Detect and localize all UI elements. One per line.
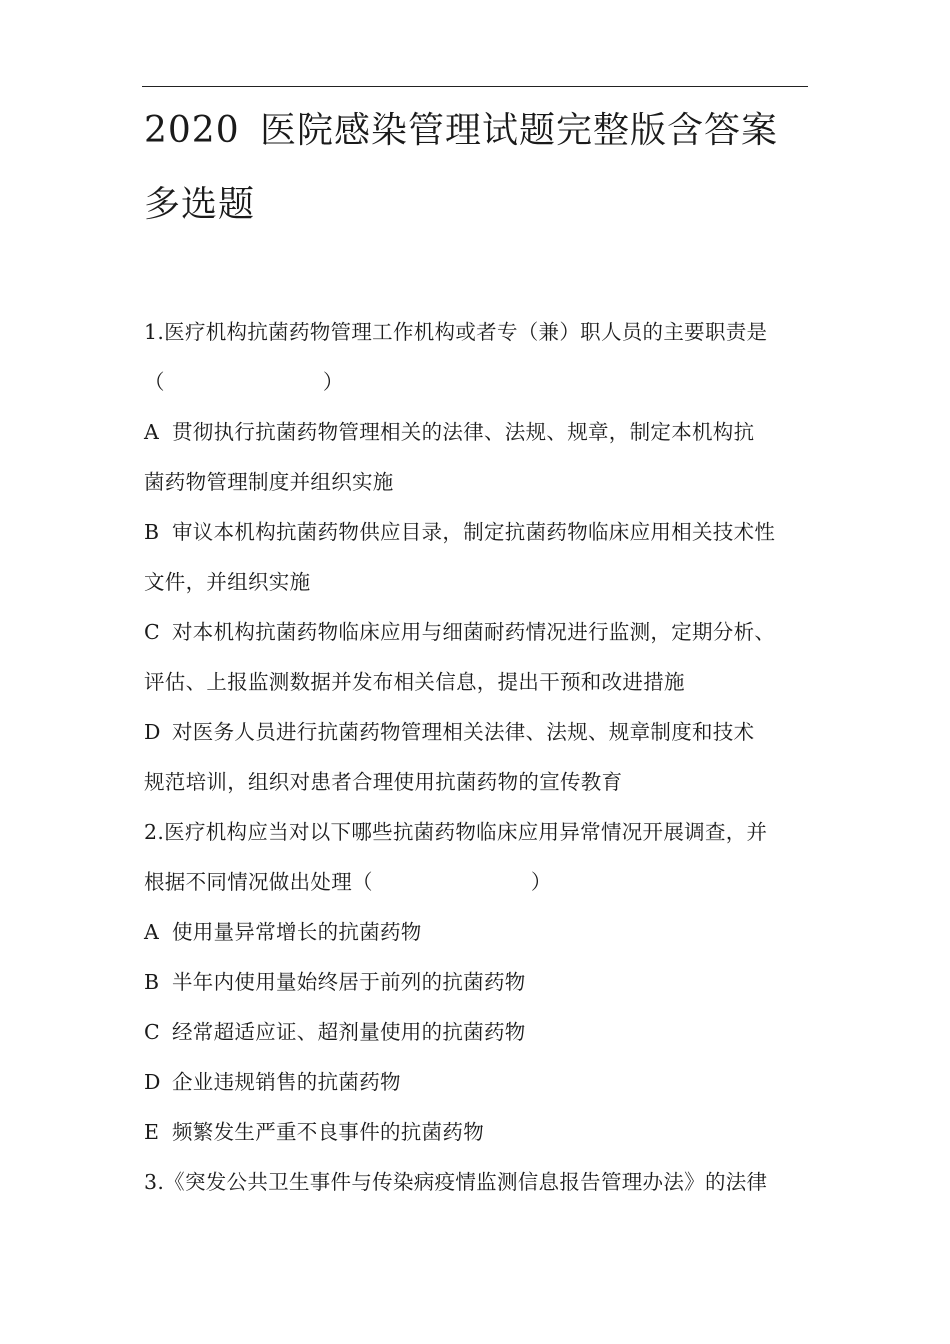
option-text: 频繁发生严重不良事件的抗菌药物 (172, 1120, 484, 1144)
option-text: 对医务人员进行抗菌药物管理相关法律、法规、规章制度和技术 (172, 720, 755, 744)
q1-option-d-cont: 规范培训，组织对患者合理使用抗菌药物的宣传教育 (144, 770, 623, 794)
q1-stem-line-1: 1.医疗机构抗菌药物管理工作机构或者专（兼）职人员的主要职责是 (144, 320, 768, 344)
q1-option-c-cont: 评估、上报监测数据并发布相关信息，提出干预和改进措施 (144, 670, 685, 694)
document-title (144, 94, 824, 168)
title-main: 医院感染管理试题完整版含答案 (260, 110, 779, 151)
option-text: 对本机构抗菌药物临床应用与细菌耐药情况进行监测，定期分析、 (172, 620, 776, 644)
option-text: 使用量异常增长的抗菌药物 (172, 920, 422, 944)
option-letter: C (144, 1020, 160, 1044)
option-letter: A (144, 420, 160, 444)
option-letter: B (144, 970, 160, 994)
top-rule (142, 86, 808, 87)
option-letter: B (144, 520, 160, 544)
option-text: 企业违规销售的抗菌药物 (172, 1070, 401, 1094)
q3-stem-line-1: 3.《突发公共卫生事件与传染病疫情监测信息报告管理办法》的法律 (144, 1170, 768, 1194)
option-text: 贯彻执行抗菌药物管理相关的法律、法规、规章，制定本机构抗 (172, 420, 755, 444)
q2-stem-line-1: 2.医疗机构应当对以下哪些抗菌药物临床应用异常情况开展调查，并 (144, 820, 768, 844)
q2-option-a (144, 907, 422, 957)
q2-option-c (144, 1007, 526, 1057)
q1-blank-close: ） (322, 370, 344, 394)
option-letter: C (144, 620, 160, 644)
option-letter: D (144, 720, 161, 744)
document-subtitle: 多选题 (144, 184, 256, 225)
q2-option-d (144, 1057, 401, 1107)
option-text: 经常超适应证、超剂量使用的抗菌药物 (172, 1020, 526, 1044)
title-year: 2020 (144, 110, 240, 151)
q1-option-a-cont: 菌药物管理制度并组织实施 (144, 470, 394, 494)
option-letter: E (144, 1120, 160, 1144)
q2-stem-line-2 (144, 857, 552, 907)
q1-option-b (144, 507, 775, 557)
q2-option-e (144, 1107, 484, 1157)
q2-option-b (144, 957, 526, 1007)
option-text: 审议本机构抗菌药物供应目录，制定抗菌药物临床应用相关技术性 (172, 520, 776, 544)
option-letter: D (144, 1070, 161, 1094)
option-letter: A (144, 920, 160, 944)
q1-stem-line-2 (144, 357, 344, 407)
q1-option-c (144, 607, 775, 657)
q1-blank-open: （ (144, 370, 165, 394)
q2-blank-close: ） (530, 870, 552, 894)
q2-stem-text: 根据不同情况做出处理（ (144, 870, 373, 894)
q1-option-d (144, 707, 754, 757)
q1-option-a (144, 407, 754, 457)
option-text: 半年内使用量始终居于前列的抗菌药物 (172, 970, 526, 994)
q1-option-b-cont: 文件，并组织实施 (144, 570, 311, 594)
